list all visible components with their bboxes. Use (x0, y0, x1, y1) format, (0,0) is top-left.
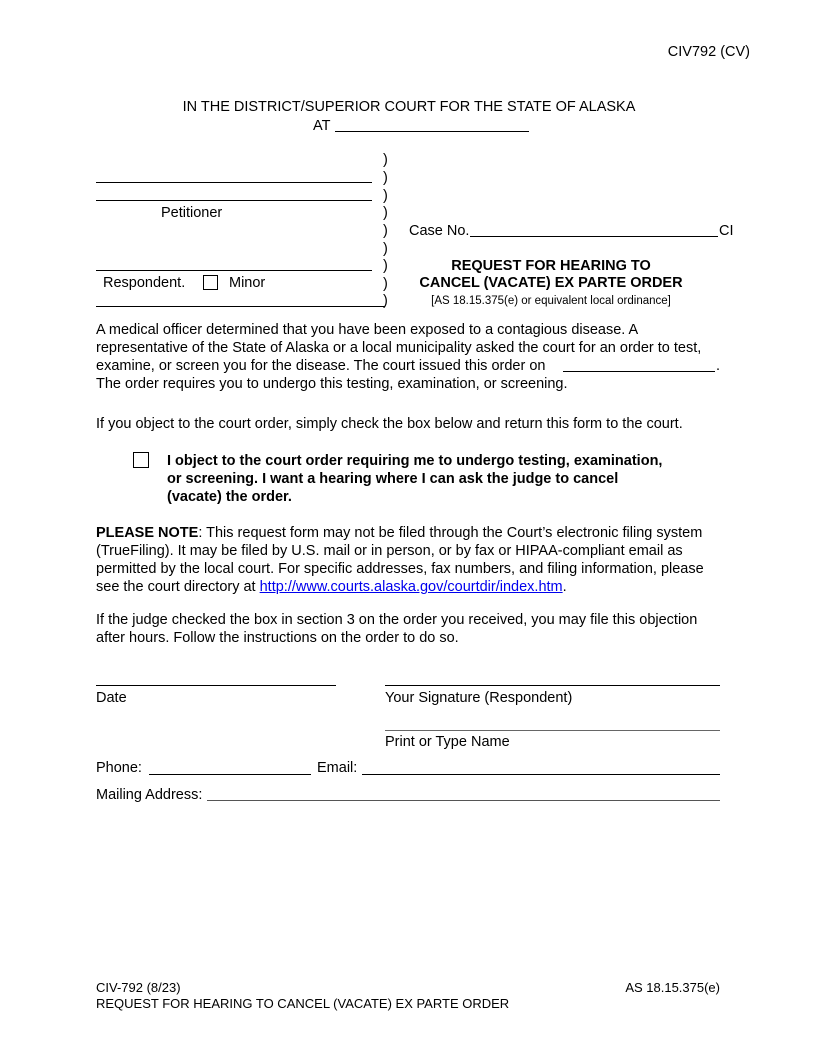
note-text: see the court directory at (96, 579, 260, 595)
date-label: Date (96, 690, 127, 706)
objection-line-2: or screening. I want a hearing where I can ask the judge to cancel (167, 471, 619, 487)
footer-statute: AS 18.15.375(e) (625, 980, 720, 995)
after-hours-line-2: after hours. Follow the instructions on the order to do so. (96, 630, 459, 646)
respondent-name-field[interactable] (96, 270, 372, 271)
intro-line-4: The order requires you to undergo this testing, examination, or screening. (96, 376, 568, 392)
note-line-3: permitted by the local court. For specific addresses, fax numbers, and filing information, please (96, 561, 704, 577)
caption-paren: ) (383, 276, 388, 292)
court-directory-link[interactable]: http://www.courts.alaska.gov/courtdir/index.htm (259, 579, 563, 595)
note-label: PLEASE NOTE (96, 525, 199, 541)
caption-paren: ) (383, 241, 388, 257)
email-label: Email: (317, 760, 358, 776)
respondent-label: Respondent. (103, 275, 186, 291)
title-line-2: CANCEL (VACATE) EX PARTE ORDER (419, 275, 683, 291)
note-line-4 (96, 578, 567, 596)
phone-label: Phone: (96, 760, 142, 776)
at-label: AT (313, 118, 331, 134)
print-name-label: Print or Type Name (385, 734, 510, 750)
mailing-address-field[interactable] (207, 800, 720, 801)
intro-line-3: examine, or screen you for the disease. The court issued this order on (96, 358, 546, 374)
footer-form-code: CIV-792 (8/23) (96, 980, 181, 995)
intro-line-2: representative of the State of Alaska or a local municipality asked the court for an order to test, (96, 340, 702, 356)
petitioner-label: Petitioner (161, 205, 223, 221)
petitioner-name-field-1[interactable] (96, 182, 372, 183)
after-hours-line-1: If the judge checked the box in section 3 on the order you received, you may file this objection (96, 612, 698, 628)
title-citation: [AS 18.15.375(e) or equivalent local ordinance] (431, 295, 671, 307)
mailing-address-label: Mailing Address: (96, 787, 203, 803)
email-field[interactable] (362, 774, 720, 775)
note-line-2: (TrueFiling). It may be filed by U.S. mail or in person, or by fax or HIPAA-compliant email as (96, 543, 683, 559)
form-code: CIV792 (CV) (667, 44, 750, 60)
print-name-field[interactable] (385, 730, 720, 731)
signature-field[interactable] (385, 685, 720, 686)
court-form-page: CIV792 (CV) IN THE DISTRICT/SUPERIOR COURT FOR THE STATE OF ALASKA AT ) ) ) ) ) ) ) ) ) Petitioner Respondent. Minor Case No. CI REQUEST FOR HEARING TO CANCEL (VACATE) EX PARTE ORDER [AS 18.15.375(e) or equivalent local ordinance] A medical officer determined that you have been exposed to a contagious disease. A representative of the State of Alaska or a local municipality asked the court for an order to test, examine, or screen you for the disease. The court issued this order on . The order requires you to undergo this testing, examination, or screening. If you object to the court order, simply check the box below and return this form to the court. I object to the court order requiring me to undergo testing, examination, or screening. I want a hearing where I can ask the judge to cancel (vacate) the order. PLEASE NOTE: This request form may not be filed through the Court’s electronic filing system (TrueFiling). It may be filed by U.S. mail or in person, or by fax or HIPAA-compliant email as permitted by the local court. For specific addresses, fax numbers, and filing information, please see the court directory at http://www.courts.alaska.gov/courtdir/index.htm. If the judge checked the box in section 3 on the order you received, you may file this objection after hours. Follow the instructions on the order to do so. Date Your Signature (Respondent) Print or Type Name Phone: Email: Mailing Address: CIV-792 (8/23) REQUEST FOR HEARING TO CANCEL (VACATE) EX PARTE ORDER AS 18.15.375(e) (0, 0, 816, 1056)
caption-paren: ) (383, 223, 388, 239)
order-date-field[interactable] (563, 371, 715, 372)
court-location-field[interactable] (335, 131, 529, 132)
court-header: IN THE DISTRICT/SUPERIOR COURT FOR THE STATE OF ALASKA (182, 99, 636, 115)
case-number-field[interactable] (470, 236, 718, 237)
intro-line-1: A medical officer determined that you have been exposed to a contagious disease. A (96, 322, 639, 338)
case-suffix: CI (719, 223, 734, 239)
objection-line-1: I object to the court order requiring me to undergo testing, examination, (167, 453, 663, 469)
respondent-name-field-2[interactable] (96, 306, 385, 307)
caption-paren: ) (383, 205, 388, 221)
signature-label: Your Signature (Respondent) (385, 690, 573, 706)
minor-checkbox[interactable] (203, 275, 218, 290)
caption-paren: ) (383, 152, 388, 168)
note-text: : This request form may not be filed through the Court’s electronic filing system (198, 525, 703, 541)
note-line-1 (96, 524, 702, 542)
minor-label: Minor (229, 275, 266, 291)
footer-form-title: REQUEST FOR HEARING TO CANCEL (VACATE) EX PARTE ORDER (96, 996, 510, 1011)
object-instruction: If you object to the court order, simply check the box below and return this form to the court. (96, 416, 683, 432)
caption-paren: ) (383, 258, 388, 274)
phone-field[interactable] (149, 774, 311, 775)
note-text: . (562, 579, 567, 595)
objection-line-3: (vacate) the order. (167, 489, 292, 505)
date-field[interactable] (96, 685, 336, 686)
petitioner-name-field-2[interactable] (96, 200, 372, 201)
title-line-1: REQUEST FOR HEARING TO (451, 258, 651, 274)
caption-paren: ) (383, 188, 388, 204)
objection-checkbox[interactable] (133, 452, 149, 468)
caption-paren: ) (383, 170, 388, 186)
caption-paren: ) (383, 293, 388, 309)
case-no-label: Case No. (409, 223, 470, 239)
